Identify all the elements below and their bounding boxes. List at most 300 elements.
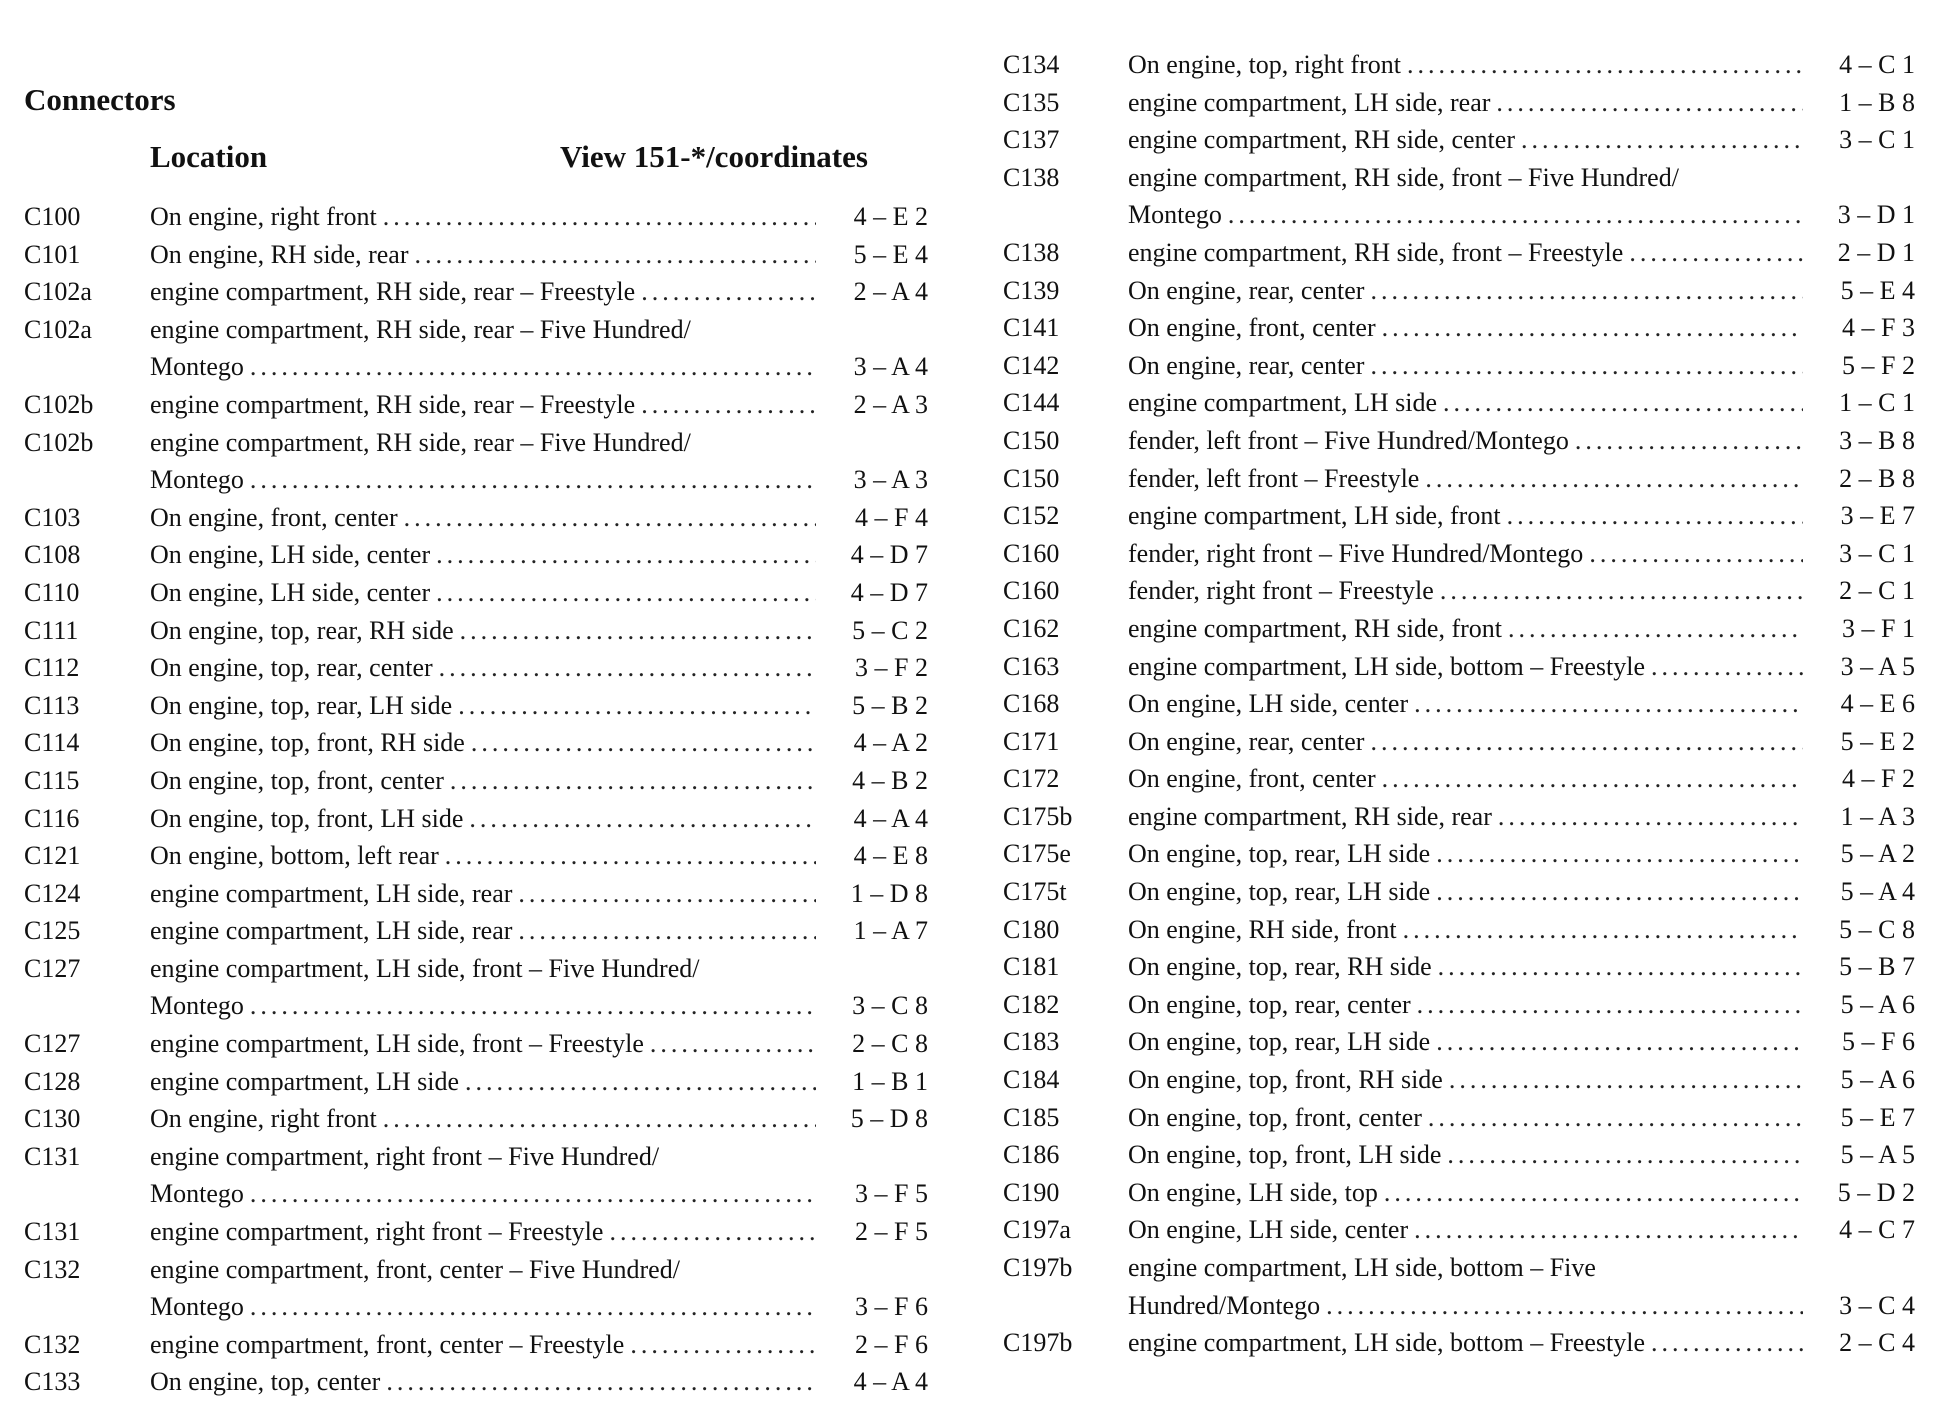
connector-location: engine compartment, RH side, front [1128,613,1503,643]
connector-id: C130 [24,1104,81,1134]
view-coordinate: 4 – E 8 [853,841,928,871]
connector-location: On engine, rear, center [1128,275,1365,305]
connector-id: C127 [24,953,81,983]
connector-id: C150 [1003,463,1060,493]
view-coordinate: 1 – D 8 [850,878,928,908]
connector-id: C182 [1003,989,1060,1019]
view-coordinate: 5 – D 2 [1837,1177,1915,1207]
dot-leader [518,875,816,913]
connector-id: C100 [24,202,81,231]
connector-id: C127 [24,1029,81,1059]
dot-leader [1436,1023,1803,1061]
connector-entry [1003,835,1918,873]
connector-location: On engine, top, rear, LH side [1128,1027,1431,1057]
connector-id: C133 [24,1367,81,1397]
connector-id: C175t [1003,877,1067,907]
connector-id: C160 [1003,576,1060,606]
connector-id: C184 [1003,1065,1060,1095]
connector-location: engine compartment, LH side, bottom – Freestyle [1128,1328,1645,1358]
connector-id: C141 [1003,313,1060,343]
connector-id: C111 [24,615,79,645]
dot-leader [445,837,816,875]
connector-location: On engine, front, center [1128,764,1376,794]
connector-entry [1003,1023,1918,1061]
connector-id: C139 [1003,275,1060,305]
connector-entry [1003,84,1918,122]
view-coordinate: 5 – B 7 [1839,952,1915,982]
connector-entry [1003,1136,1918,1174]
view-coordinate: 2 – F 6 [855,1329,928,1359]
view-coordinate: 2 – A 3 [853,389,928,419]
dot-leader [465,1063,816,1101]
connector-list-right [1003,46,1918,1362]
connector-location: On engine, top, rear, center [1128,989,1411,1019]
connector-entry [24,424,944,499]
view-coordinate: 1 – A 7 [853,916,928,946]
view-coordinate: 5 – A 5 [1840,1140,1915,1170]
view-coordinate: 3 – F 6 [855,1292,928,1322]
dot-leader [1436,835,1803,873]
connector-location: fender, left front – Five Hundred/Montego [1128,425,1569,455]
view-coordinate: 5 – F 6 [1842,1027,1915,1057]
connector-location: On engine, top, front, RH side [1128,1065,1443,1095]
connector-location: engine compartment, RH side, rear [1128,801,1492,831]
connector-entry [1003,422,1918,460]
view-coordinate: 3 – C 1 [1839,125,1915,155]
connector-id: C112 [24,653,80,683]
connector-location: On engine, top, right front [1128,50,1401,79]
view-coordinate: 4 – D 7 [850,577,928,607]
connector-location: On engine, top, rear, LH side [150,690,453,720]
connector-location: On engine, top, rear, center [150,653,433,683]
connector-location: On engine, LH side, top [1128,1177,1378,1207]
connector-id: C168 [1003,689,1060,719]
dot-leader [383,1100,816,1138]
connector-id: C197b [1003,1328,1073,1358]
dot-leader [1507,497,1803,535]
view-coordinate: 5 – A 2 [1840,839,1915,869]
connector-entry [24,1100,944,1138]
view-coordinate: 2 – A 4 [853,277,928,307]
connector-entry [24,724,944,762]
connector-location: Montego [150,352,244,382]
dot-leader [1417,986,1803,1024]
view-coordinate: 4 – A 4 [853,803,928,833]
connector-entry [1003,648,1918,686]
dot-leader [439,649,816,687]
connector-id: C131 [24,1217,81,1247]
view-coordinate: 4 – F 4 [855,502,928,532]
connector-id: C186 [1003,1140,1060,1170]
connector-entry [24,649,944,687]
connector-id: C102b [24,389,94,419]
view-coordinate: 3 – F 2 [855,653,928,683]
connector-location: engine compartment, LH side, front [1128,501,1501,531]
view-coordinate: 3 – D 1 [1837,200,1915,230]
dot-leader [1370,347,1803,385]
connector-id: C115 [24,765,80,795]
connector-entry [1003,234,1918,272]
view-coordinate: 3 – A 4 [853,352,928,382]
connector-id: C138 [1003,237,1060,267]
connector-entry [24,875,944,913]
connector-entry [1003,1099,1918,1137]
connector-id: C160 [1003,538,1060,568]
dot-leader [386,1363,816,1401]
dot-leader [250,348,816,386]
connector-location: Montego [150,991,244,1021]
connector-id: C102b [24,427,94,457]
view-coordinate: 2 – B 8 [1839,463,1915,493]
connector-location: Montego [1128,200,1222,230]
connector-entry [24,837,944,875]
dot-leader [1228,196,1803,234]
view-coordinate: 4 – C 1 [1839,50,1915,79]
connector-location: On engine, right front [150,202,377,231]
connector-id: C171 [1003,726,1060,756]
connector-entry [1003,272,1918,310]
connector-entry [24,1025,944,1063]
view-coordinate: 5 – A 6 [1840,989,1915,1019]
connector-location: On engine, top, center [150,1367,381,1397]
connector-location: engine compartment, RH side, rear – Five Hundred/ [150,314,691,344]
connector-location: fender, left front – Freestyle [1128,463,1420,493]
dot-leader [1498,798,1803,836]
connector-location: On engine, right front [150,1104,377,1134]
connector-id: C175e [1003,839,1071,869]
view-coordinate: 4 – D 7 [850,540,928,570]
view-coordinate: 5 – C 2 [852,615,928,645]
dot-leader [1521,121,1803,159]
connector-location: fender, right front – Five Hundred/Montego [1128,538,1584,568]
connector-entry [24,536,944,574]
connector-location: engine compartment, LH side [150,1066,460,1096]
connector-entry [1003,1324,1918,1362]
connector-entry [24,1063,944,1101]
dot-leader [250,987,816,1025]
view-coordinate: 4 – E 6 [1840,689,1915,719]
connector-id: C138 [1003,162,1060,192]
view-coordinate: 4 – C 7 [1839,1215,1915,1245]
connector-location: On engine, LH side, center [150,540,431,570]
view-coordinate: 5 – E 7 [1840,1102,1915,1132]
connector-id: C152 [1003,501,1060,531]
dot-leader [414,236,816,274]
view-coordinate: 1 – B 1 [852,1066,928,1096]
connector-entry [24,499,944,537]
connector-id: C150 [1003,425,1060,455]
connector-id: C175b [1003,801,1073,831]
connector-location: Hundred/Montego [1128,1290,1321,1320]
view-coordinate: 3 – F 5 [855,1179,928,1209]
connector-id: C185 [1003,1102,1060,1132]
connector-location: engine compartment, RH side, front – Five Hundred/ [1128,162,1679,192]
connector-location: engine compartment, RH side, rear – Freestyle [150,389,636,419]
dot-leader [383,198,816,236]
dot-leader [609,1213,816,1251]
dot-leader [1440,572,1803,610]
connector-entry [1003,610,1918,648]
connector-id: C162 [1003,613,1060,643]
dot-leader [1428,1099,1803,1137]
connector-location: On engine, rear, center [1128,726,1365,756]
view-coordinate: 1 – A 3 [1840,801,1915,831]
connector-location: On engine, top, rear, LH side [1128,877,1431,907]
connector-location: engine compartment, LH side [1128,388,1438,418]
dot-leader [1508,610,1803,648]
view-coordinate: 1 – B 8 [1839,87,1915,117]
connector-entry [1003,572,1918,610]
connector-entry [24,762,944,800]
connector-location: On engine, LH side, center [1128,1215,1409,1245]
view-coordinate: 5 – E 4 [853,239,928,269]
connector-entry [24,687,944,725]
connector-entry [1003,309,1918,347]
connector-entry [1003,1174,1918,1212]
dot-leader [518,912,816,950]
view-coordinate: 5 – A 6 [1840,1065,1915,1095]
view-coordinate: 3 – A 5 [1840,651,1915,681]
connector-location: engine compartment, LH side, front – Five Hundred/ [150,953,700,983]
connector-location: Montego [150,1292,244,1322]
connector-id: C132 [24,1254,81,1284]
connector-entry [1003,1061,1918,1099]
dot-leader [1629,234,1803,272]
connector-entry [24,198,944,236]
view-coordinate: 5 – E 4 [1840,275,1915,305]
dot-leader [250,1288,816,1326]
connector-location: On engine, top, front, center [150,765,444,795]
connector-location: On engine, front, center [1128,313,1376,343]
view-coordinate: 5 – F 2 [1842,350,1915,380]
connector-location: On engine, top, front, LH side [1128,1140,1442,1170]
dot-leader [1447,1136,1803,1174]
connector-entry [1003,1211,1918,1249]
connector-id: C102a [24,314,92,344]
connector-entry [1003,948,1918,986]
connector-location: engine compartment, front, center – Freestyle [150,1329,625,1359]
connector-entry [24,800,944,838]
connector-location: On engine, rear, center [1128,350,1365,380]
connector-entry [1003,798,1918,836]
connector-entry [1003,873,1918,911]
connector-entry [1003,1249,1918,1324]
connector-location: On engine, front, center [150,502,398,532]
dot-leader [1414,685,1803,723]
connector-id: C125 [24,916,81,946]
connector-entry [24,1138,944,1213]
dot-leader [1438,948,1803,986]
connector-id: C108 [24,540,81,570]
view-coordinate: 5 – E 2 [1840,726,1915,756]
dot-leader [1575,422,1803,460]
connector-id: C128 [24,1066,81,1096]
dot-leader [1651,648,1803,686]
connector-id: C114 [24,728,80,758]
connector-location: engine compartment, RH side, rear – Five Hundred/ [150,427,691,457]
connector-entry [1003,535,1918,573]
view-coordinate: 3 – E 7 [1840,501,1915,531]
connector-location: engine compartment, front, center – Five Hundred/ [150,1254,680,1284]
dot-leader [1414,1211,1803,1249]
connector-id: C197a [1003,1215,1071,1245]
dot-leader [1443,384,1803,422]
connector-entry [1003,497,1918,535]
view-coordinate: 3 – A 3 [853,465,928,495]
connector-entry [1003,384,1918,422]
dot-leader [471,724,816,762]
connector-location: On engine, RH side, rear [150,239,409,269]
dot-leader [469,800,816,838]
view-coordinate: 4 – A 2 [853,728,928,758]
connector-location: On engine, top, rear, LH side [1128,839,1431,869]
dot-leader [1425,460,1803,498]
dot-leader [450,762,816,800]
connector-location: engine compartment, LH side, bottom – Five [1128,1253,1596,1282]
dot-leader [436,574,816,612]
connector-location: engine compartment, LH side, bottom – Freestyle [1128,651,1645,681]
connector-entry [1003,159,1918,234]
view-coordinate: 3 – C 4 [1839,1290,1915,1320]
connector-id: C101 [24,239,81,269]
connector-location: On engine, top, rear, RH side [1128,952,1432,982]
connector-location: On engine, top, rear, RH side [150,615,454,645]
connector-location: On engine, LH side, center [150,577,431,607]
view-coordinate: 5 – D 8 [850,1104,928,1134]
view-coordinate: 2 – C 1 [1839,576,1915,606]
connector-location: engine compartment, LH side, rear [1128,87,1491,117]
connector-entry [24,236,944,274]
connector-id: C134 [1003,50,1060,79]
connector-location: engine compartment, RH side, rear – Freestyle [150,277,636,307]
connector-id: C110 [24,577,80,607]
dot-leader [250,461,816,499]
connector-id: C116 [24,803,80,833]
connector-entry [1003,986,1918,1024]
connector-location: Montego [150,1179,244,1209]
view-coordinate: 3 – C 1 [1839,538,1915,568]
connector-id: C180 [1003,914,1060,944]
connector-id: C102a [24,277,92,307]
connector-id: C137 [1003,125,1060,155]
view-coordinate: 4 – B 2 [852,765,928,795]
connector-location: On engine, LH side, center [1128,689,1409,719]
connector-location: engine compartment, LH side, front – Freestyle [150,1029,644,1059]
connector-id: C131 [24,1141,81,1171]
location-column-header: Location [150,139,268,174]
connector-entry [1003,911,1918,949]
connector-entry [24,386,944,424]
dot-leader [1651,1324,1803,1362]
dot-leader [1370,272,1803,310]
connector-id: C197b [1003,1253,1073,1282]
dot-leader [641,386,816,424]
connector-location: engine compartment, LH side, rear [150,916,513,946]
dot-leader [1436,873,1803,911]
connector-id: C121 [24,841,81,871]
connector-entry [1003,46,1918,84]
connector-id: C181 [1003,952,1060,982]
view-coordinate: 2 – C 4 [1839,1328,1915,1358]
view-coordinate: 4 – F 3 [1842,313,1915,343]
view-coordinate: 4 – E 2 [853,202,928,231]
connector-location: On engine, top, front, LH side [150,803,464,833]
connector-entry [1003,685,1918,723]
connector-entry [24,950,944,1025]
dot-leader [1382,309,1803,347]
view-coordinate: 5 – B 2 [852,690,928,720]
connector-entry [1003,723,1918,761]
view-coordinate: 1 – C 1 [1839,388,1915,418]
dot-leader [1496,84,1803,122]
connector-location: On engine, RH side, front [1128,914,1397,944]
view-coordinate: 5 – A 4 [1840,877,1915,907]
view-coordinate: 2 – D 1 [1837,237,1915,267]
connector-entry [1003,460,1918,498]
connector-id: C163 [1003,651,1060,681]
connector-location: engine compartment, right front – Freestyle [150,1217,604,1247]
connector-location: engine compartment, right front – Five Hundred/ [150,1141,660,1171]
dot-leader [1449,1061,1803,1099]
connector-location: engine compartment, LH side, rear [150,878,513,908]
connector-location: On engine, top, front, center [1128,1102,1422,1132]
view-coordinate: 4 – F 2 [1842,764,1915,794]
connector-location: engine compartment, RH side, center [1128,125,1515,155]
connector-entry [24,311,944,386]
section-title: Connectors [24,82,176,117]
connector-entry [24,1251,944,1326]
view-coordinate: 3 – B 8 [1839,425,1915,455]
connector-location: Montego [150,465,244,495]
connector-id: C144 [1003,388,1060,418]
connector-id: C190 [1003,1177,1060,1207]
connector-id: C113 [24,690,80,720]
connector-entry [1003,760,1918,798]
connector-location: fender, right front – Freestyle [1128,576,1434,606]
view-coordinate: 3 – F 1 [1842,613,1915,643]
dot-leader [1403,911,1803,949]
view-coordinate: 2 – F 5 [855,1217,928,1247]
connector-id: C135 [1003,87,1060,117]
view-coordinate: 4 – A 4 [853,1367,928,1397]
dot-leader [436,536,816,574]
dot-leader [1407,46,1803,84]
view-coordinates-column-header: View 151-*/coordinates [560,139,868,174]
dot-leader [1382,760,1803,798]
dot-leader [1370,723,1803,761]
dot-leader [630,1326,816,1364]
connector-entry [24,912,944,950]
connector-id: C183 [1003,1027,1060,1057]
dot-leader [641,273,816,311]
connector-entry [24,612,944,650]
view-coordinate: 2 – C 8 [852,1029,928,1059]
dot-leader [1589,535,1803,573]
connector-id: C103 [24,502,81,532]
connector-id: C132 [24,1329,81,1359]
connector-entry [24,1363,944,1401]
connector-id: C172 [1003,764,1060,794]
dot-leader [404,499,816,537]
connector-location: engine compartment, RH side, front – Freestyle [1128,237,1624,267]
dot-leader [460,612,816,650]
view-coordinate: 3 – C 8 [852,991,928,1021]
connector-entry [1003,347,1918,385]
connector-entry [24,1326,944,1364]
connector-id: C142 [1003,350,1060,380]
connector-entry [24,273,944,311]
dot-leader [250,1175,816,1213]
